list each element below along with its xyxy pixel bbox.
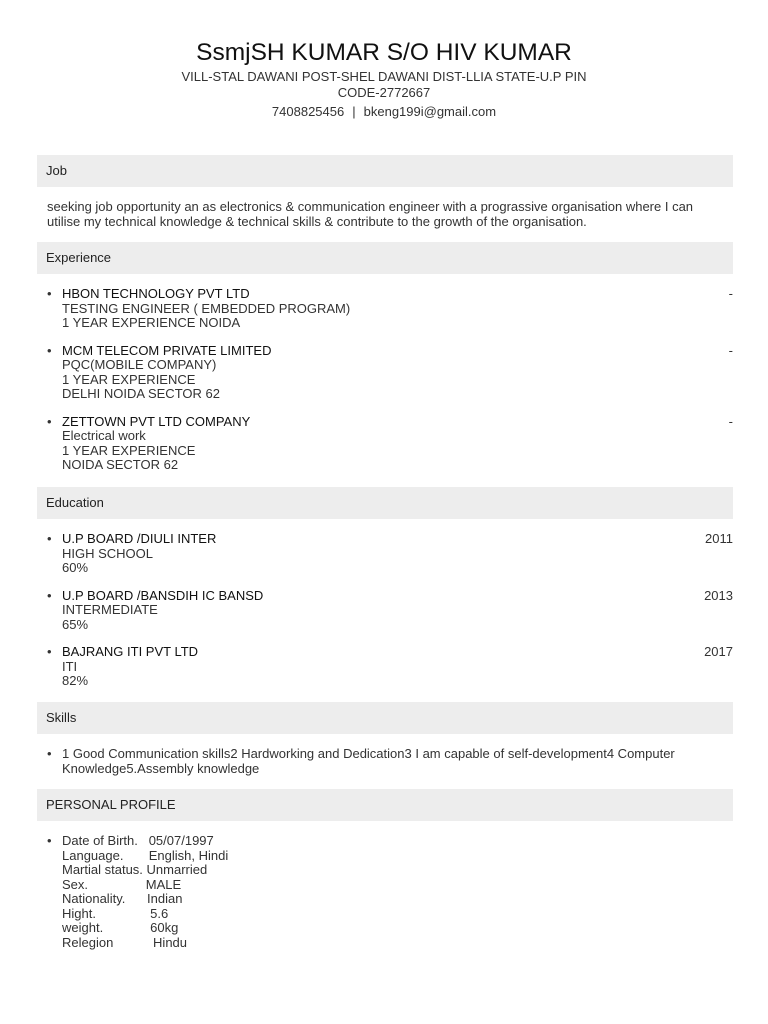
profile-marital-status: Martial status. Unmarried <box>62 862 208 877</box>
bullet: • <box>47 587 52 603</box>
education-detail: 65% <box>62 616 89 632</box>
profile-sex: Sex. MALE <box>62 876 182 892</box>
education-detail: INTERMEDIATE <box>62 602 158 617</box>
experience-company: ZETTOWN PVT LTD COMPANY <box>62 413 251 429</box>
list-item <box>37 645 733 689</box>
email-address: bkeng199i@gmail.com <box>363 104 497 119</box>
education-year: 2013 <box>704 587 733 603</box>
skills-text: 1 Good Communication skills2 Hardworking and Dedication3 I am capable of self-development4 Computer Knowledge5.Assembly knowledge <box>62 746 675 776</box>
experience-detail: 1 YEAR EXPERIENCE <box>62 371 196 387</box>
experience-detail: Electrical work <box>62 428 146 443</box>
experience-heading: Experience <box>37 242 733 274</box>
skills-section <box>37 702 733 776</box>
experience-detail: NOIDA SECTOR 62 <box>62 457 179 472</box>
contact-separator: | <box>352 104 356 119</box>
experience-list <box>37 274 733 473</box>
list-item <box>37 747 733 776</box>
address: VILL-STAL DAWANI POST-SHEL DAWANI DIST-LLIA STATE-U.P PIN CODE-2772667 <box>181 69 587 100</box>
profile-weight: weight. 60kg <box>62 920 179 935</box>
education-year: 2011 <box>705 531 733 546</box>
experience-detail: DELHI NOIDA SECTOR 62 <box>62 386 220 401</box>
list-item <box>37 344 733 402</box>
education-detail: HIGH SCHOOL <box>62 545 154 561</box>
list-item <box>37 589 733 633</box>
bullet: • <box>47 833 52 848</box>
contact-line <box>0 104 768 120</box>
list-item <box>37 415 733 473</box>
bullet: • <box>47 531 52 546</box>
profile-section <box>37 789 733 950</box>
profile-language: Language. English, Hindi <box>62 847 229 863</box>
experience-detail: 1 YEAR EXPERIENCE <box>62 442 196 458</box>
experience-detail: PQC(MOBILE COMPANY) <box>62 357 217 372</box>
experience-company: HBON TECHNOLOGY PVT LTD <box>62 286 250 301</box>
education-detail: 60% <box>62 560 89 575</box>
profile-nationality: Nationality. Indian <box>62 891 183 906</box>
education-institution: U.P BOARD /BANSDIH IC BANSD <box>62 587 264 603</box>
experience-company: MCM TELECOM PRIVATE LIMITED <box>62 342 272 358</box>
job-heading: Job <box>37 155 733 187</box>
education-list <box>37 519 733 689</box>
profile-list <box>37 821 733 950</box>
job-objective: seeking job opportunity an as electronics & communication engineer with a prograssive organisation where I can utilise my technical knowledge & technical skills & contribute to the growth of the organisation. <box>47 199 694 229</box>
bullet: • <box>47 413 52 429</box>
list-item <box>37 834 733 950</box>
list-item <box>37 287 733 331</box>
education-heading: Education <box>37 487 733 519</box>
experience-section <box>37 242 733 473</box>
experience-date: - <box>728 286 733 301</box>
candidate-name: SsmjSH KUMAR S/O HIV KUMAR <box>196 39 572 66</box>
education-detail: 82% <box>62 673 89 688</box>
profile-dob: Date of Birth. 05/07/1997 <box>62 833 214 848</box>
skills-heading: Skills <box>37 702 733 734</box>
education-institution: U.P BOARD /DIULI INTER <box>62 531 217 546</box>
profile-heading: PERSONAL PROFILE <box>37 789 733 821</box>
experience-detail: TESTING ENGINEER ( EMBEDDED PROGRAM) <box>62 300 351 316</box>
experience-date: - <box>728 342 733 358</box>
education-year: 2017 <box>704 644 733 659</box>
list-item <box>37 532 733 576</box>
skills-list <box>37 734 733 776</box>
experience-detail: 1 YEAR EXPERIENCE NOIDA <box>62 315 241 330</box>
profile-religion: Relegion Hindu <box>62 934 188 950</box>
phone-number: 7408825456 <box>271 104 345 119</box>
education-detail: ITI <box>62 658 78 674</box>
education-section <box>37 487 733 689</box>
resume-header <box>0 0 768 120</box>
bullet: • <box>47 746 52 761</box>
bullet: • <box>47 286 52 301</box>
bullet: • <box>47 644 52 659</box>
job-section <box>37 155 733 229</box>
profile-height: Hight. 5.6 <box>62 905 169 921</box>
experience-date: - <box>728 413 733 429</box>
education-institution: BAJRANG ITI PVT LTD <box>62 644 199 659</box>
bullet: • <box>47 342 52 358</box>
